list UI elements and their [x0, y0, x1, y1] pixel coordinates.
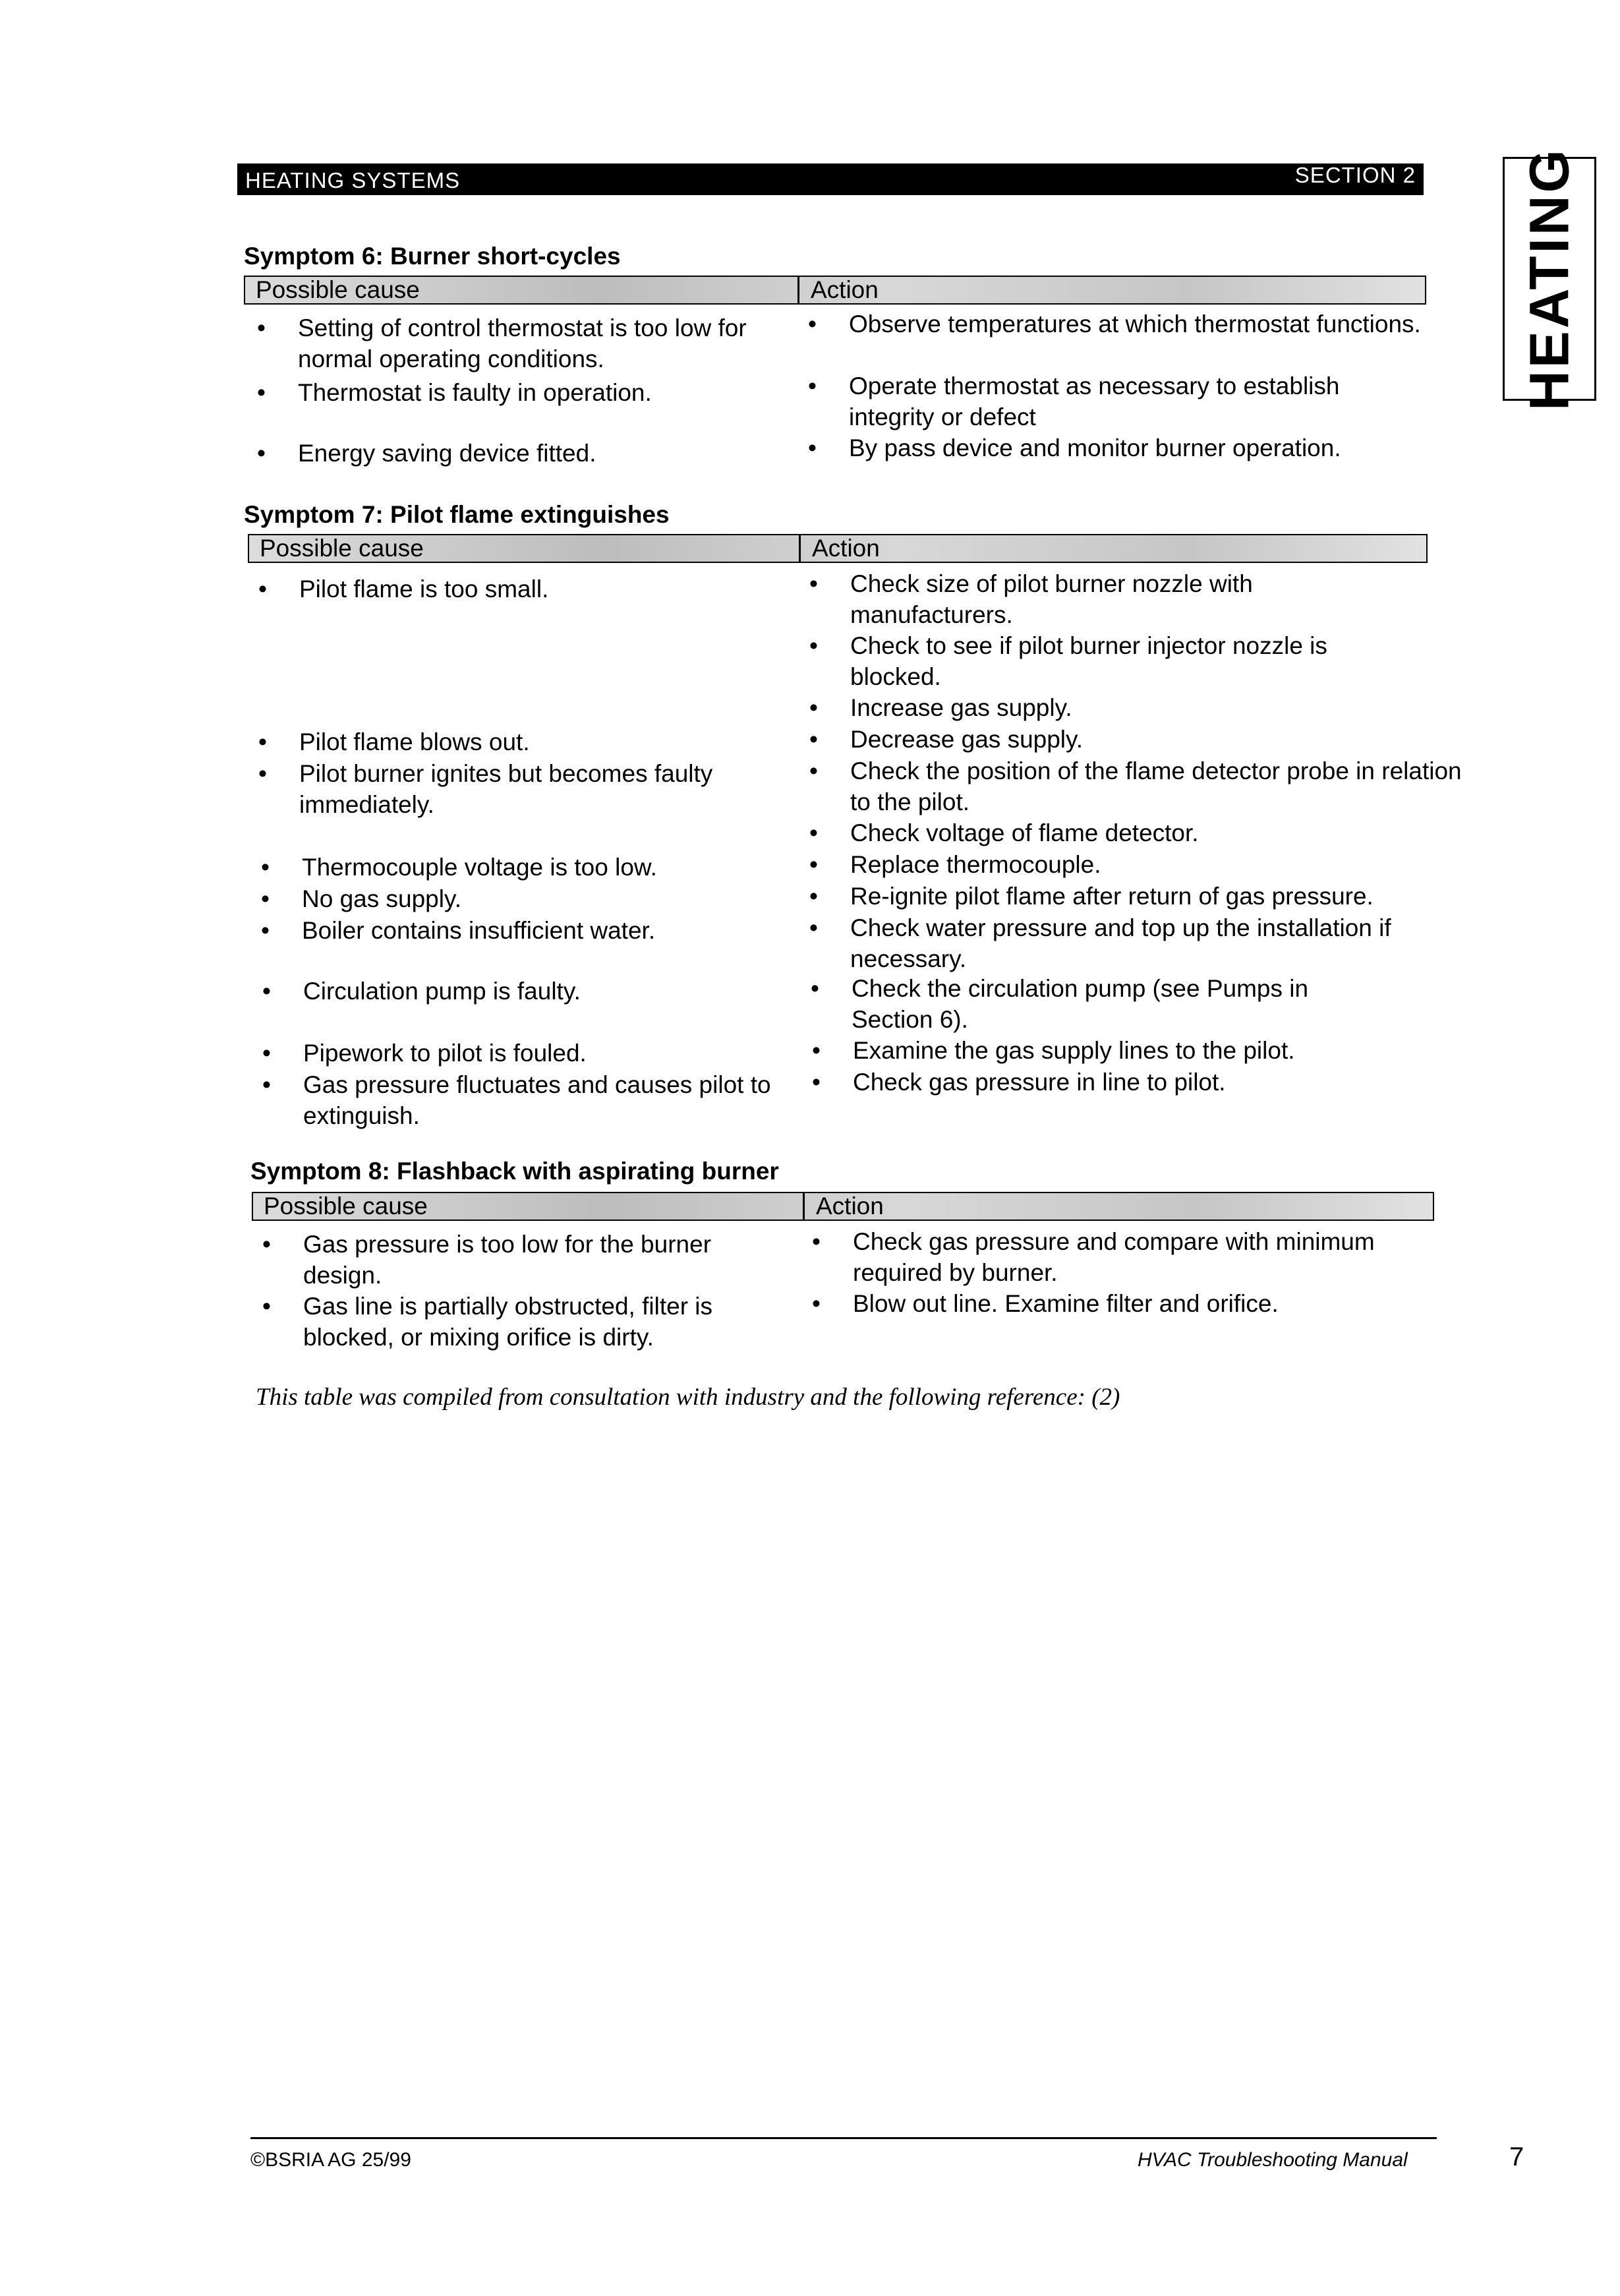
bullet: •	[808, 310, 817, 338]
copyright: ©BSRIA AG 25/99	[250, 2149, 411, 2171]
bullet: •	[812, 1290, 821, 1317]
bullet: •	[809, 851, 818, 878]
section-name: HEATING SYSTEMS	[245, 168, 461, 192]
symptom-6-title: Symptom 6: Burner short-cycles	[244, 243, 621, 270]
bullet: •	[262, 1231, 271, 1258]
section-header-bar	[237, 163, 1424, 195]
bullet: •	[809, 726, 818, 753]
bullet: •	[257, 440, 266, 467]
bullet: •	[809, 570, 818, 597]
symptom-6-table-header	[244, 276, 1426, 305]
bullet: •	[257, 379, 266, 406]
bullet: •	[262, 1071, 271, 1098]
bullet: •	[262, 978, 271, 1005]
bullet: •	[808, 434, 817, 461]
bullet: •	[809, 757, 818, 784]
action-header: Action	[811, 276, 879, 303]
heating-side-tab	[1503, 147, 1596, 411]
action-header: Action	[812, 535, 880, 562]
symptom-7-table-header	[248, 534, 1428, 563]
bullet: •	[808, 372, 817, 399]
possible-cause-header: Possible cause	[260, 535, 424, 562]
bullet: •	[258, 760, 267, 787]
bullet: •	[258, 728, 267, 755]
column-divider	[803, 1193, 805, 1220]
bullet: •	[262, 1293, 271, 1320]
bullet: •	[812, 1228, 821, 1255]
bullet: •	[258, 575, 267, 603]
symptom-8-title: Symptom 8: Flashback with aspirating burner	[250, 1158, 779, 1185]
possible-cause-header: Possible cause	[264, 1192, 428, 1220]
bullet: •	[809, 819, 818, 846]
column-divider	[799, 535, 801, 562]
symptom-8-table-header	[252, 1192, 1434, 1221]
page-number: 7	[1509, 2142, 1524, 2171]
action-header: Action	[816, 1192, 884, 1220]
bullet: •	[809, 632, 818, 659]
bullet: •	[809, 883, 818, 910]
manual-title: HVAC Troubleshooting Manual	[1138, 2149, 1408, 2171]
bullet: •	[257, 314, 266, 341]
bullet: •	[261, 917, 270, 944]
footer-rule	[250, 2137, 1437, 2139]
symptom-7-title: Symptom 7: Pilot flame extinguishes	[244, 501, 670, 528]
possible-cause-header: Possible cause	[256, 276, 420, 303]
reference-footnote: This table was compiled from consultation with industry and the following reference: (2)	[256, 1384, 1120, 1411]
bullet: •	[809, 694, 818, 721]
bullet: •	[261, 885, 270, 912]
bullet: •	[809, 914, 818, 941]
column-divider	[797, 277, 799, 303]
bullet: •	[812, 1037, 821, 1064]
side-tab-label: HEATING	[1518, 147, 1580, 411]
section-number: SECTION 2	[1294, 163, 1416, 187]
bullet: •	[812, 1069, 821, 1096]
bullet: •	[261, 854, 270, 881]
bullet: •	[262, 1040, 271, 1067]
bullet: •	[811, 975, 819, 1002]
